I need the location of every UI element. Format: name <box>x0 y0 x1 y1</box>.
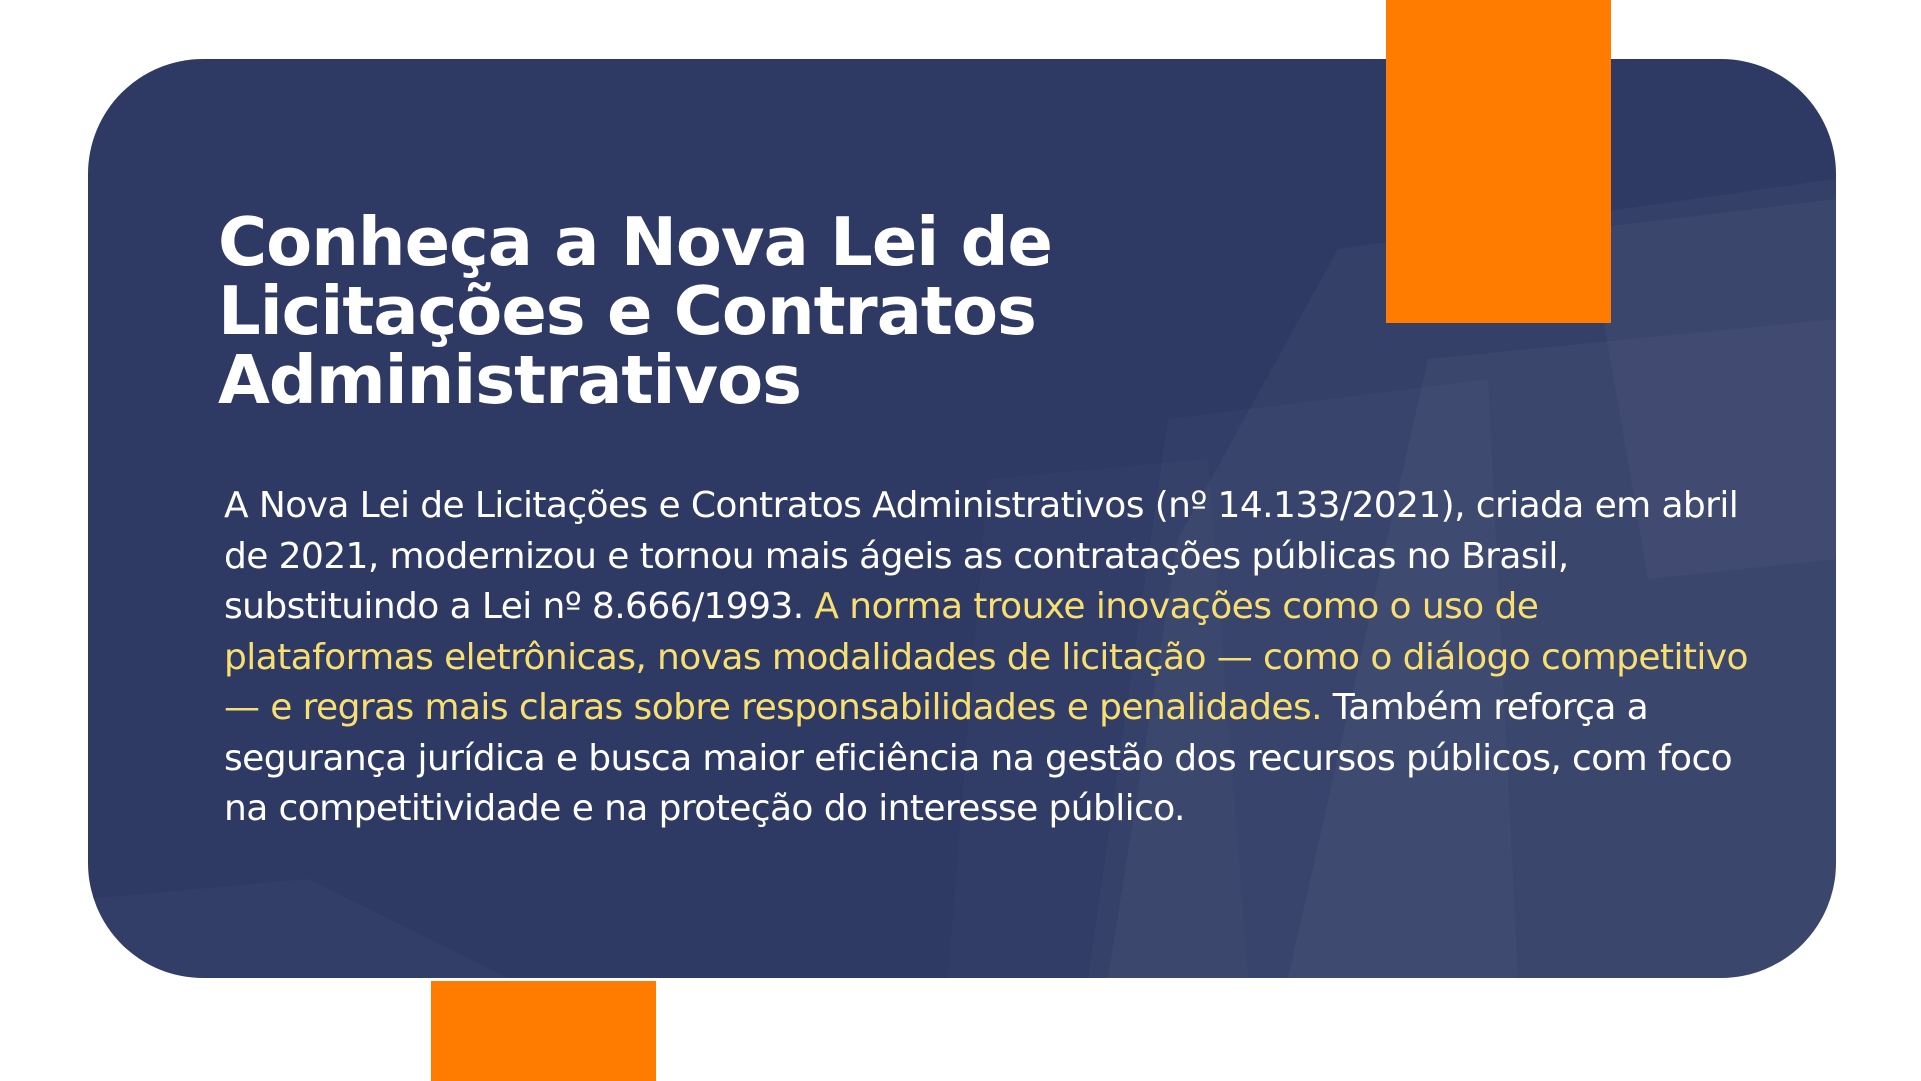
body-text-outro: Também reforça a segurança jurídica e busca maior eficiência na gestão dos recursos públicos, com foco na competitividade e na proteção do interesse público. <box>224 687 1733 829</box>
page-title <box>218 203 1218 419</box>
accent-block-top <box>1386 0 1611 323</box>
title-line-3: Administrativos <box>218 341 801 419</box>
body-paragraph <box>224 481 1754 835</box>
body-text-highlight: A norma trouxe inovações como o uso de plataformas eletrônicas, novas modalidades de licitação — como o diálogo competitivo — e regras mais claras sobre responsabilidades e penalidades. <box>224 586 1748 728</box>
body-text-intro: A Nova Lei de Licitações e Contratos Administrativos (nº 14.133/2021), criada em abril de 2021, modernizou e tornou mais ágeis as contratações públicas no Brasil, substituindo a Lei nº 8.666/1993. <box>224 485 1739 627</box>
accent-block-bottom <box>431 981 656 1081</box>
title-line-1: Conheça a Nova Lei de <box>218 203 1052 281</box>
title-line-2: Licitações e Contratos <box>218 272 1036 350</box>
